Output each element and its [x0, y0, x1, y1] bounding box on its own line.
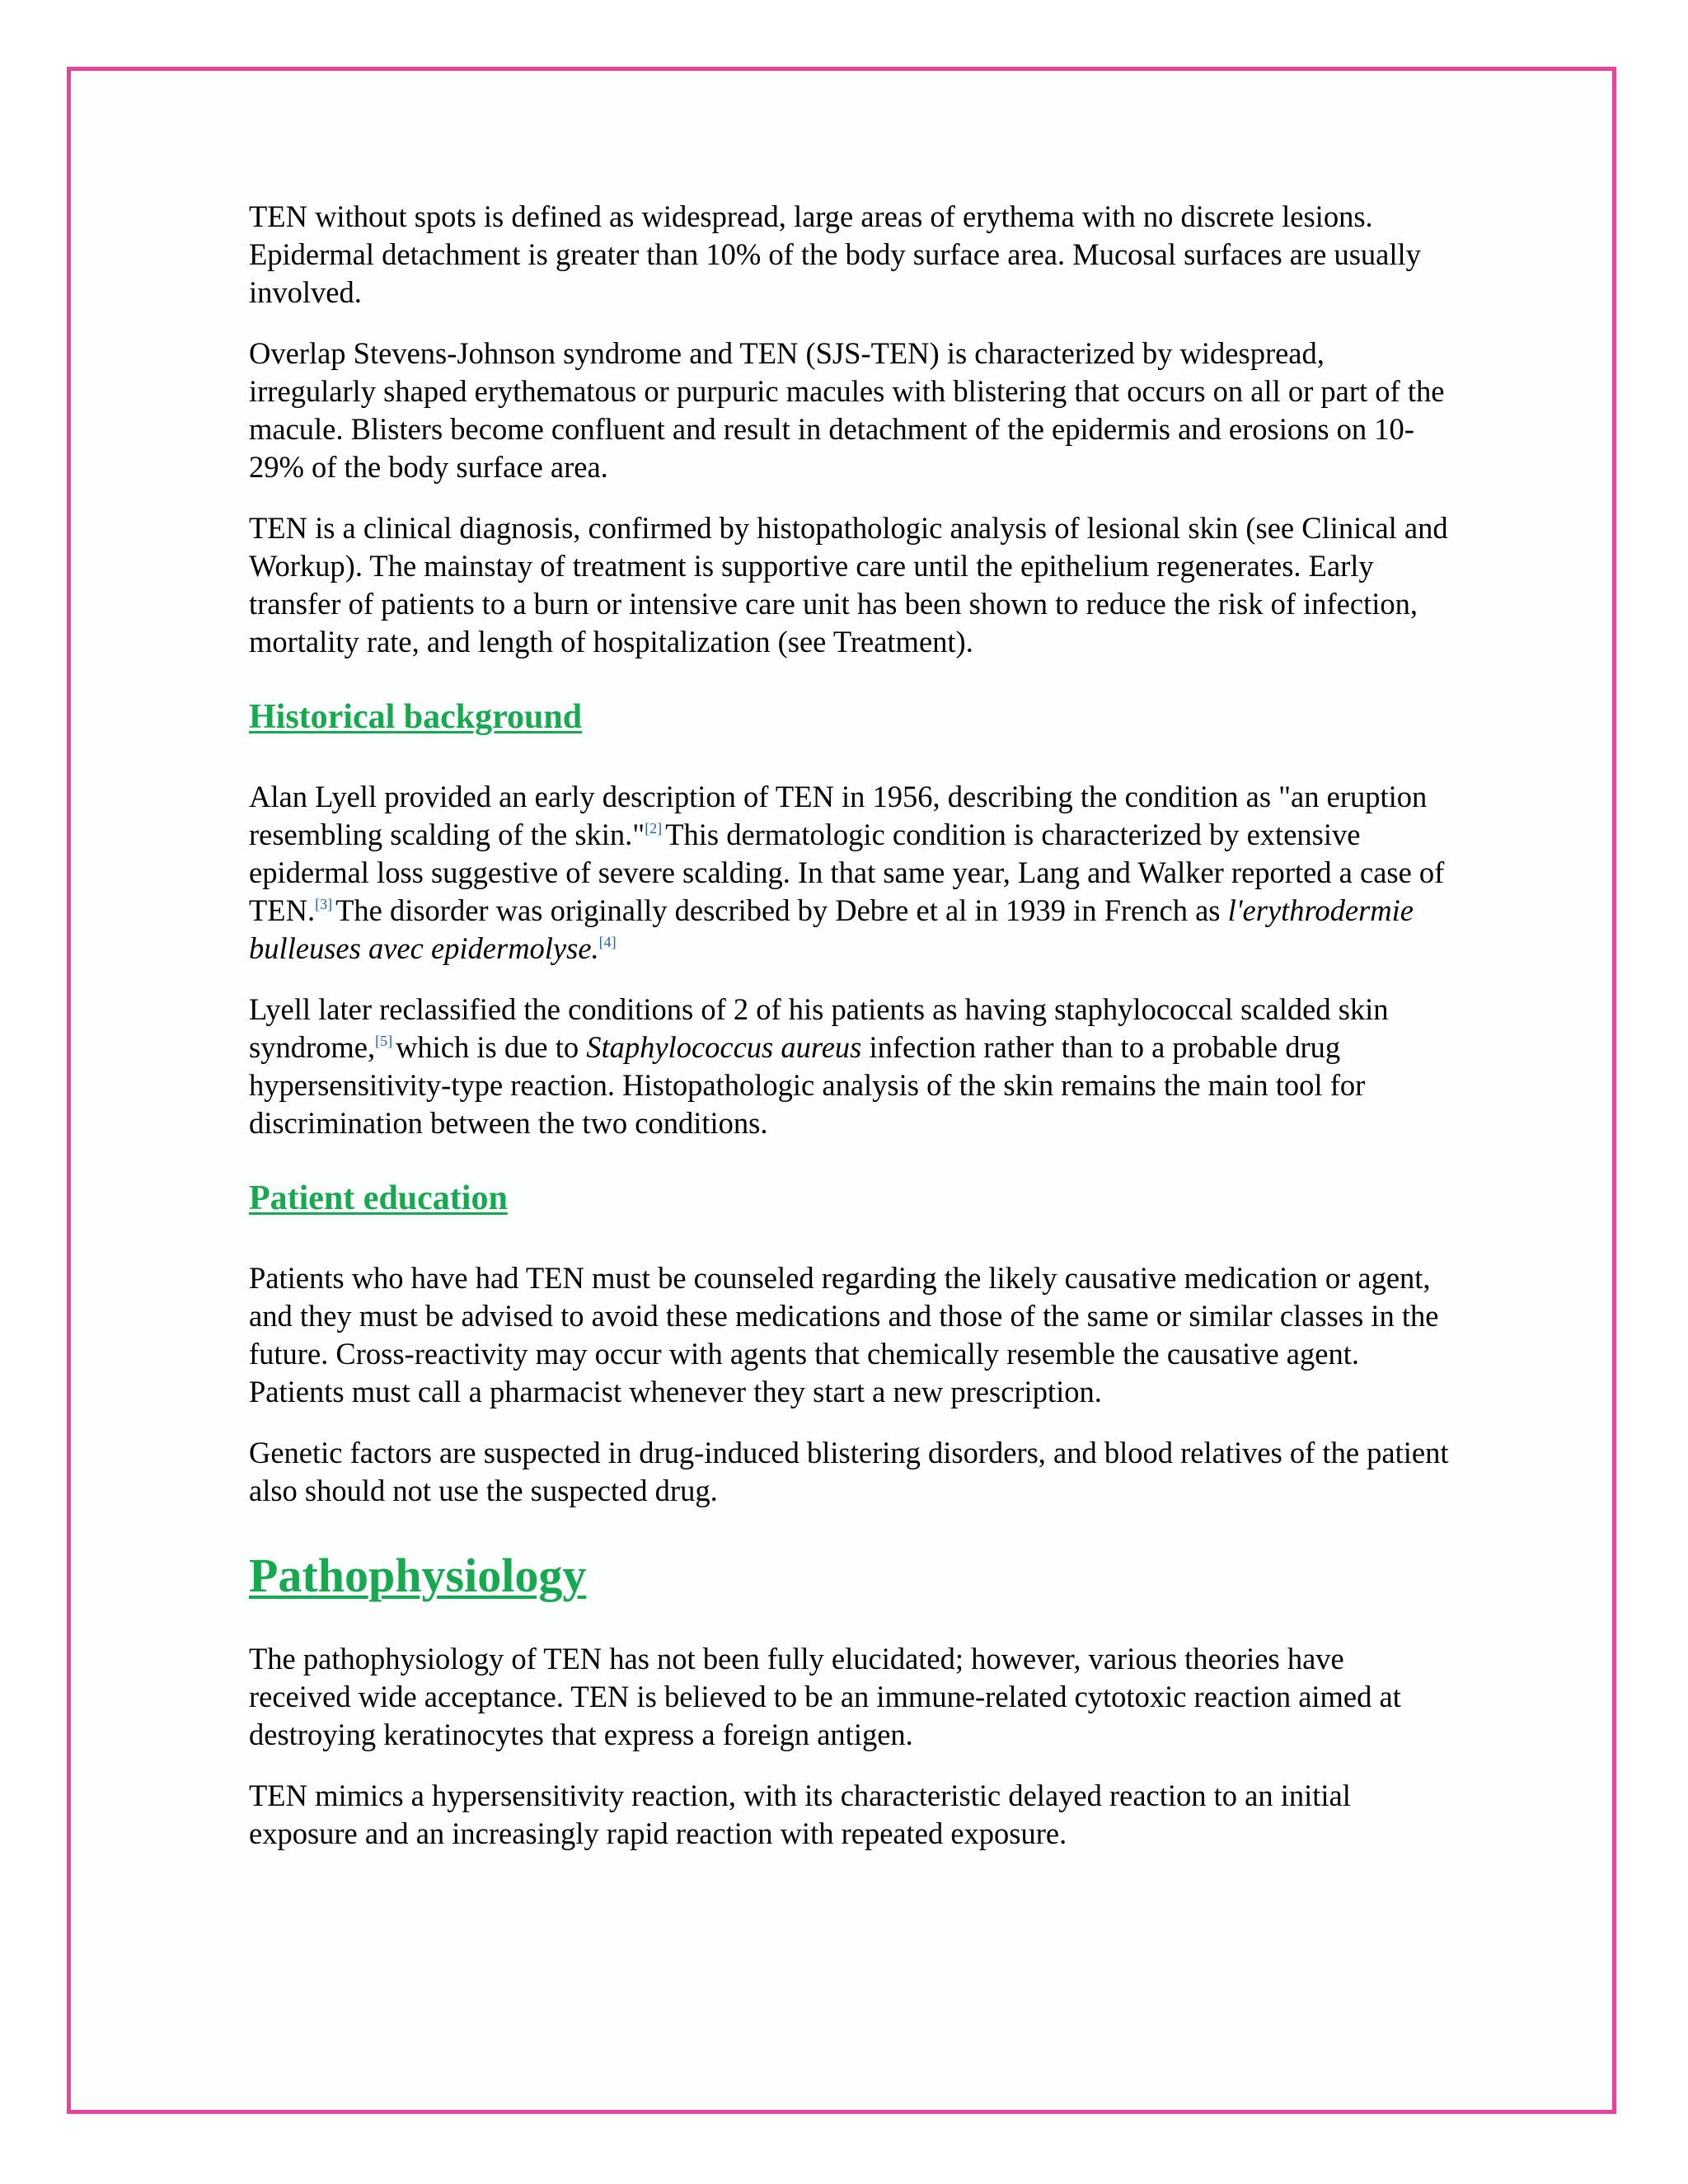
reference-link-3[interactable]: [3] [315, 896, 333, 912]
reference-link-4[interactable]: [4] [598, 934, 617, 950]
education-paragraph-2: Genetic factors are suspected in drug-induced blistering disorders, and blood relatives of the patient also should not use the suspected drug. [249, 1436, 1449, 1507]
reference-link-2[interactable]: [2] [645, 820, 663, 837]
patient-education-heading: Patient education [249, 1179, 508, 1217]
historical-p2-text-3: infection rather than to a probable drug hypersensitivity-type reaction. Histopathologic analysis of the skin remains the main tool for discrimination between the two conditions. [249, 1030, 1366, 1140]
reference-link-5[interactable]: [5] [375, 1033, 393, 1049]
intro-paragraph-sjs-ten-overlap: Overlap Stevens-Johnson syndrome and TEN (SJS-TEN) is characterized by widespread, irregularly shaped erythematous or purpuric macules with blistering that occurs on all or part of the macule. Blisters become confluent and result in detachment of the epidermis and erosions on 10-29% of the body surface area. [249, 336, 1445, 484]
historical-p1-text-3: The disorder was originally described by Debre et al in 1939 in French as [335, 893, 1228, 927]
historical-p2-text-1: Lyell later reclassified the conditions of 2 of his patients as having staphylococcal scalded skin syndrome, [249, 992, 1389, 1064]
historical-paragraph-1 [249, 778, 1452, 968]
historical-p2-text-2: which is due to [396, 1030, 587, 1064]
historical-p1-french-term: l'erythrodermie bulleuses avec epidermolyse. [249, 893, 1414, 965]
document-body [249, 198, 1452, 1876]
historical-p1-text-1: Alan Lyell provided an early description of TEN in 1956, describing the condition as "an eruption resembling scalding of the skin." [249, 780, 1428, 851]
historical-background-heading: Historical background [249, 698, 583, 736]
historical-p1-text-2: This dermatologic condition is characterized by extensive epidermal loss suggestive of severe scalding. In that same year, Lang and Walker reported a case of TEN. [249, 818, 1445, 927]
intro-paragraph-ten-without-spots: TEN without spots is defined as widespread, large areas of erythema with no discrete lesions. Epidermal detachment is greater than 10% of the body surface area. Mucosal surfaces are usually involved. [249, 199, 1421, 309]
pathophysiology-heading: Pathophysiology [249, 1549, 587, 1602]
intro-paragraph-diagnosis: TEN is a clinical diagnosis, confirmed by histopathologic analysis of lesional skin (see Clinical and Workup). The mainstay of treatment is supportive care until the epithelium regenerates. Early transfer of patients to a burn or intensive care unit has been shown to reduce the risk of infection, mortality rate, and length of hospitalization (see Treatment). [249, 511, 1448, 658]
pathophysiology-paragraph-2: TEN mimics a hypersensitivity reaction, with its characteristic delayed reaction to an initial exposure and an increasingly rapid reaction with repeated exposure. [249, 1779, 1351, 1850]
pathophysiology-paragraph-1: The pathophysiology of TEN has not been fully elucidated; however, various theories have received wide acceptance. TEN is believed to be an immune-related cytotoxic reaction aimed at destroying keratinocytes that express a foreign antigen. [249, 1642, 1401, 1751]
historical-p2-organism: Staphylococcus aureus [586, 1030, 862, 1064]
education-paragraph-1: Patients who have had TEN must be counseled regarding the likely causative medication or agent, and they must be advised to avoid these medications and those of the same or similar classes in the future. Cross-reactivity may occur with agents that chemically resemble the causative agent. Patients must call a pharmacist whenever they start a new prescription. [249, 1261, 1439, 1408]
historical-paragraph-2 [249, 991, 1452, 1142]
